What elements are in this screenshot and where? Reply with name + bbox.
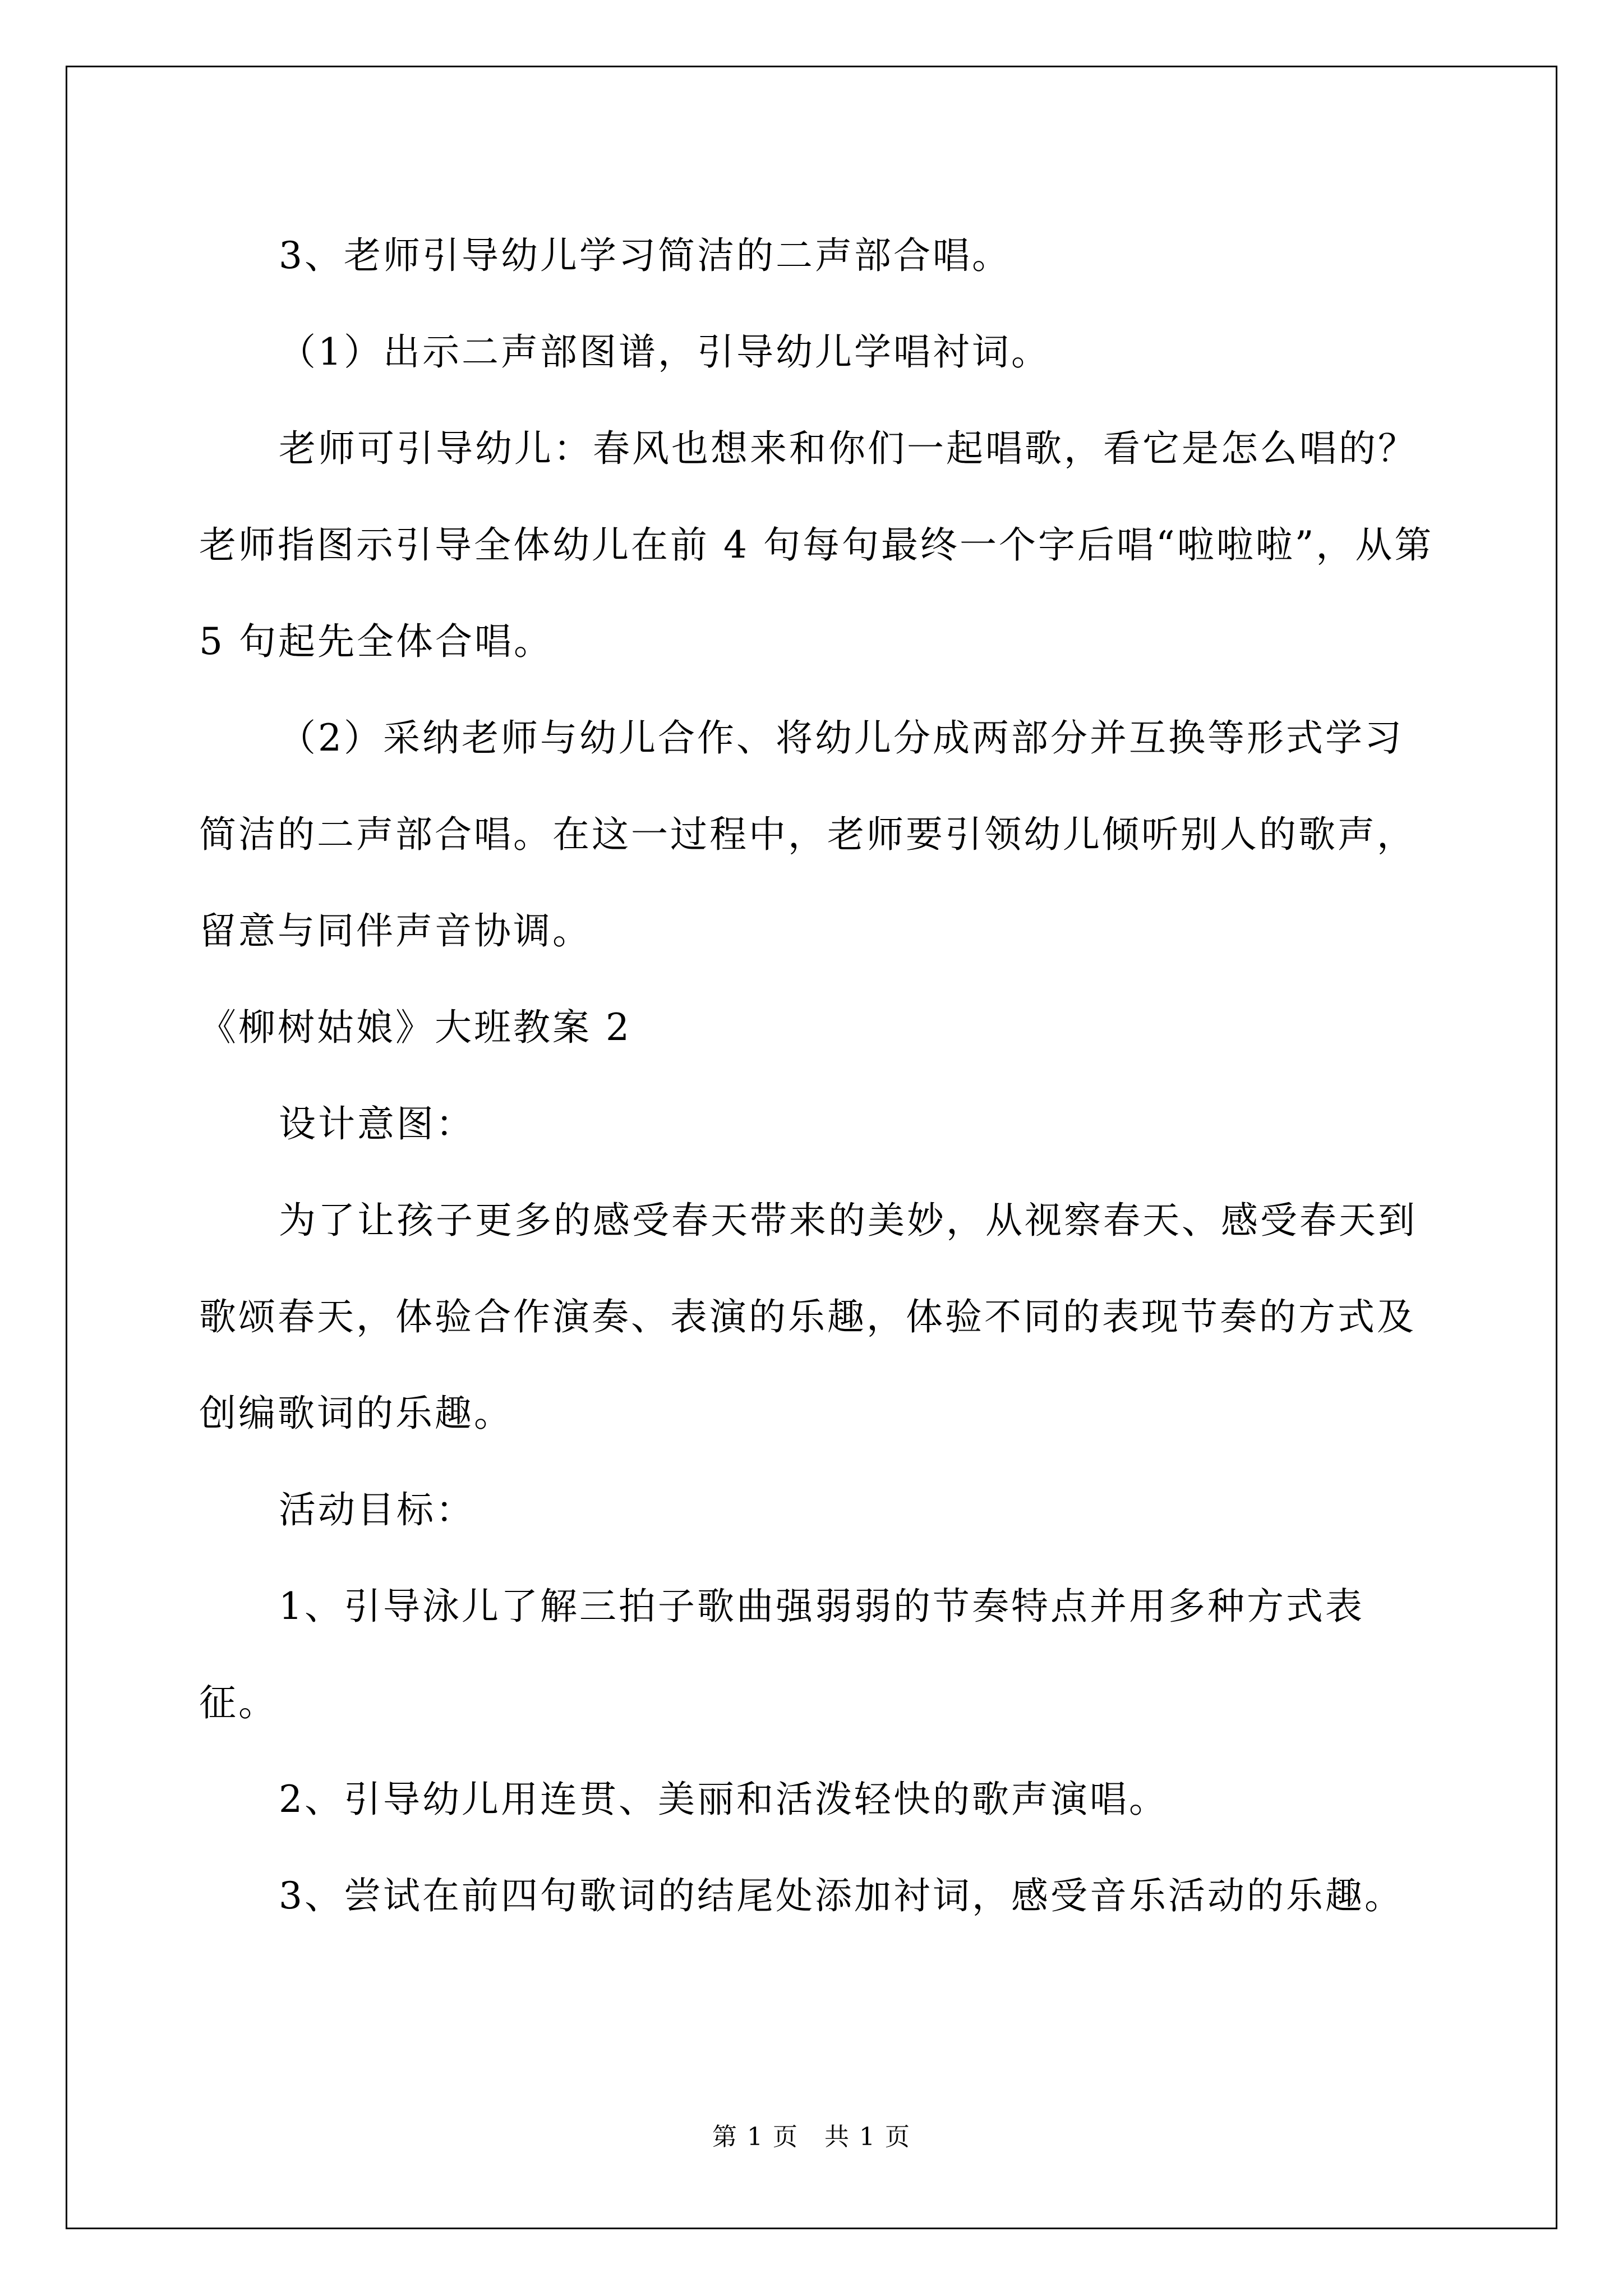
- page-footer: 第 1 页 共 1 页: [712, 2123, 911, 2151]
- design-intent-text: 为了让孩子更多的感受春天带来的美妙，从视察春天、感受春天到歌颂春天，体验合作演奏、表演的乐趣，体验不同的表现节奏的方式及创编歌词的乐趣。: [199, 1199, 1417, 1435]
- paragraph-step-3-1: （1）出示二声部图谱，引导幼儿学唱衬词。: [279, 330, 1050, 374]
- goal-1: 1、引导泳儿了解三拍子歌曲强弱弱的节奏特点并用多种方式表征。: [199, 1585, 1364, 1724]
- section-title: 《柳树姑娘》大班教案 2: [199, 1006, 631, 1049]
- goals-label: 活动目标：: [279, 1488, 475, 1531]
- document-body: [199, 208, 1438, 1944]
- design-intent-label: 设计意图：: [279, 1102, 475, 1145]
- paragraph-step-3: 3、老师引导幼儿学习简洁的二声部合唱。: [279, 234, 1011, 277]
- paragraph-step-3-2: （2）采纳老师与幼儿合作、将幼儿分成两部分并互换等形式学习简洁的二声部合唱。在这一过程中，老师要引领幼儿倾听别人的歌声，留意与同伴声音协调。: [199, 716, 1416, 953]
- goal-3: 3、尝试在前四句歌词的结尾处添加衬词，感受音乐活动的乐趣。: [279, 1874, 1404, 1917]
- paragraph-teacher-guide: 老师可引导幼儿：春风也想来和你们一起唱歌，看它是怎么唱的？老师指图示引导全体幼儿在前 4 句每句最终一个字后唱“啦啦啦”，从第 5 句起先全体合唱。: [199, 427, 1434, 663]
- goal-2: 2、引导幼儿用连贯、美丽和活泼轻快的歌声演唱。: [279, 1778, 1168, 1821]
